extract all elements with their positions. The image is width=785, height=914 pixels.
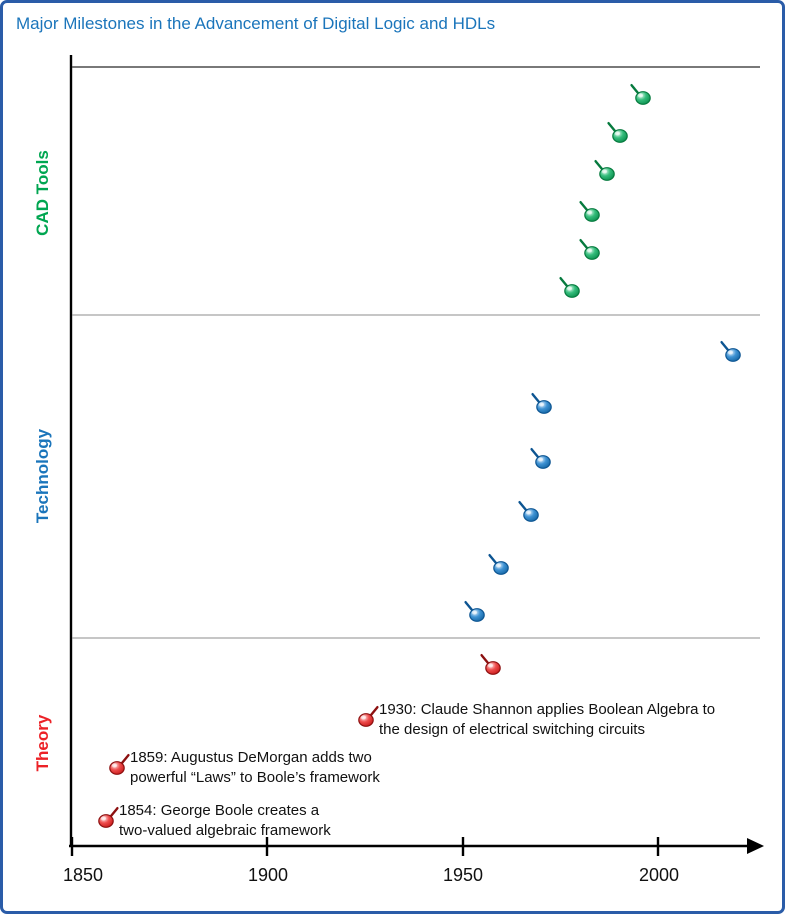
milestone-text xyxy=(119,801,331,840)
milestone-line1: 1859: Augustus DeMorgan adds two xyxy=(130,749,372,766)
x-axis-label-1950: 1950 xyxy=(442,865,484,885)
green-pin-marker-icon xyxy=(605,119,635,145)
blue-pin-marker-icon xyxy=(516,498,546,524)
green-pin-marker-icon xyxy=(557,274,587,300)
milestone-line2: powerful “Laws” to Boole’s framework xyxy=(130,768,380,786)
section-label-cad-tools: CAD Tools xyxy=(33,150,52,236)
red-pin-marker-icon xyxy=(478,651,508,677)
blue-pin-marker-icon xyxy=(486,551,516,577)
green-pin-marker-icon xyxy=(577,236,607,262)
x-axis-label-2000: 2000 xyxy=(638,865,680,885)
milestone-line2: two-valued algebraic framework xyxy=(119,821,331,839)
green-pin-marker-icon xyxy=(577,198,607,224)
green-pin-marker-icon xyxy=(628,81,658,107)
milestone-line1: 1854: George Boole creates a xyxy=(119,802,320,819)
blue-pin-marker-icon xyxy=(718,338,748,364)
blue-pin-marker-icon xyxy=(528,445,558,471)
x-axis-label-1850: 1850 xyxy=(62,865,104,885)
x-axis-label-1900: 1900 xyxy=(247,865,289,885)
milestone-text xyxy=(130,748,380,787)
red-pin-marker-icon xyxy=(91,804,121,830)
axes-and-gridlines xyxy=(3,3,785,914)
blue-pin-marker-icon xyxy=(462,598,492,624)
blue-pin-marker-icon xyxy=(529,390,559,416)
red-pin-marker-icon xyxy=(351,703,381,729)
red-pin-marker-icon xyxy=(102,751,132,777)
page-title: Major Milestones in the Advancement of Digital Logic and HDLs xyxy=(16,14,496,33)
milestone-line2: the design of electrical switching circuits xyxy=(379,720,645,738)
milestone-text xyxy=(379,700,715,739)
section-label-theory: Theory xyxy=(33,714,52,772)
green-pin-marker-icon xyxy=(592,157,622,183)
section-label-technology: Technology xyxy=(33,428,52,524)
x-axis-arrowhead-icon xyxy=(747,838,764,854)
milestone-line1: 1930: Claude Shannon applies Boolean Algebra to xyxy=(379,701,716,718)
